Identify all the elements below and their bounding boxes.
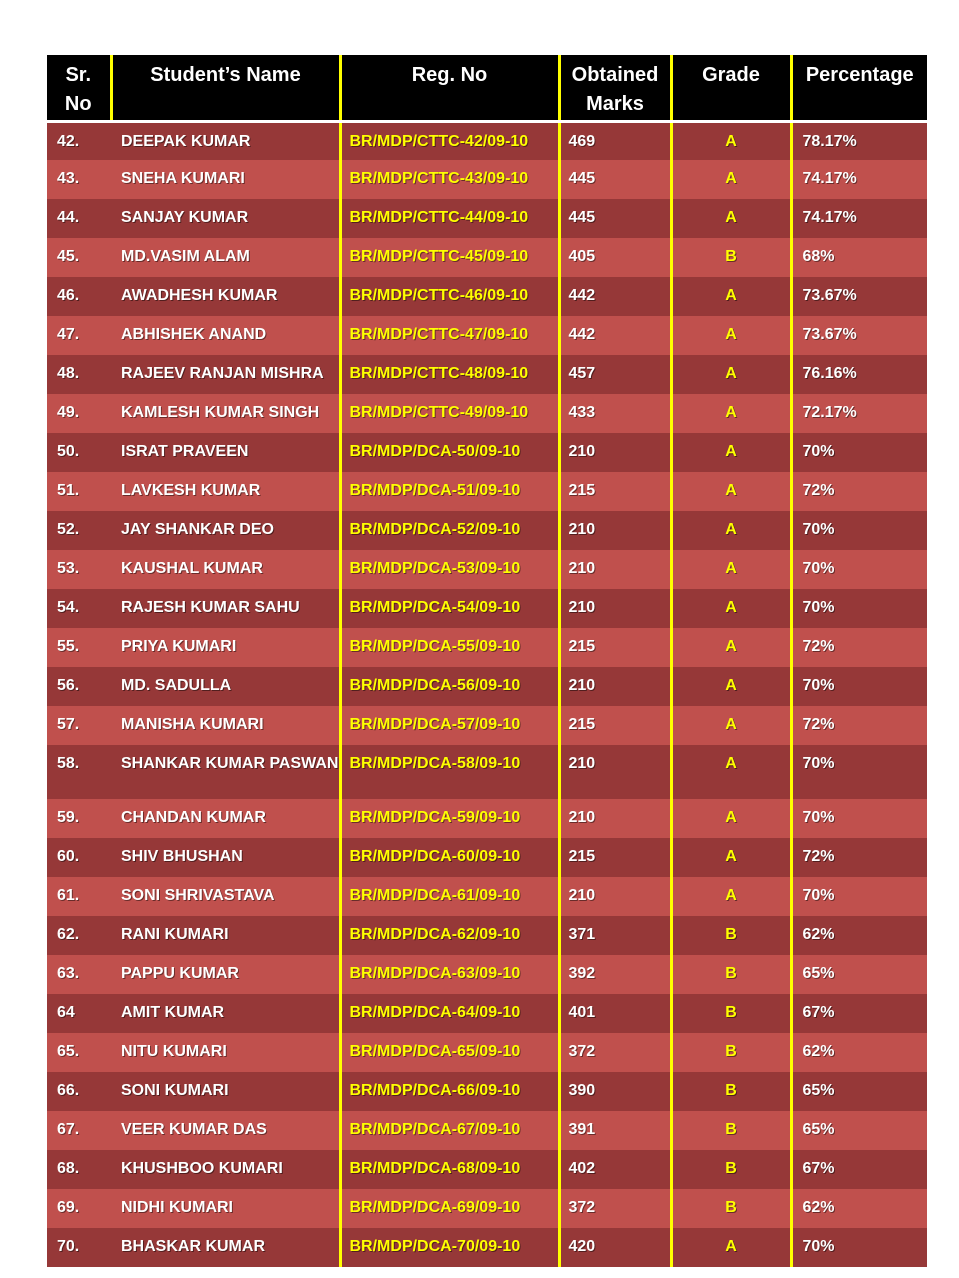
table-row bbox=[47, 994, 927, 1033]
student-name-cell: RANI KUMARI bbox=[111, 916, 340, 955]
grade-cell: B bbox=[671, 916, 791, 955]
grade-cell: A bbox=[671, 160, 791, 199]
obtained-marks-cell: 401 bbox=[559, 994, 671, 1033]
sr-no-cell: 59. bbox=[47, 799, 111, 838]
percentage-cell: 62% bbox=[791, 1189, 927, 1228]
percentage-cell: 70% bbox=[791, 877, 927, 916]
grade-cell: A bbox=[671, 511, 791, 550]
student-name-cell: PAPPU KUMAR bbox=[111, 955, 340, 994]
sr-no-cell: 70. bbox=[47, 1228, 111, 1267]
grade-cell: A bbox=[671, 550, 791, 589]
student-name-cell: KAMLESH KUMAR SINGH bbox=[111, 394, 340, 433]
reg-no-cell: BR/MDP/DCA-70/09-10 bbox=[340, 1228, 559, 1267]
grade-cell: A bbox=[671, 799, 791, 838]
grade-cell: A bbox=[671, 199, 791, 238]
percentage-cell: 65% bbox=[791, 1072, 927, 1111]
sr-no-cell: 54. bbox=[47, 589, 111, 628]
reg-no-cell: BR/MDP/DCA-67/09-10 bbox=[340, 1111, 559, 1150]
obtained-marks-cell: 402 bbox=[559, 1150, 671, 1189]
sr-no-cell: 57. bbox=[47, 706, 111, 745]
grade-cell: A bbox=[671, 121, 791, 160]
header-percentage: Percentage bbox=[791, 55, 927, 121]
student-name-cell: SHIV BHUSHAN bbox=[111, 838, 340, 877]
percentage-cell: 73.67% bbox=[791, 277, 927, 316]
reg-no-cell: BR/MDP/DCA-57/09-10 bbox=[340, 706, 559, 745]
grade-cell: A bbox=[671, 316, 791, 355]
reg-no-cell: BR/MDP/DCA-68/09-10 bbox=[340, 1150, 559, 1189]
sr-no-cell: 46. bbox=[47, 277, 111, 316]
obtained-marks-cell: 442 bbox=[559, 316, 671, 355]
grade-cell: A bbox=[671, 472, 791, 511]
percentage-cell: 62% bbox=[791, 1033, 927, 1072]
obtained-marks-cell: 215 bbox=[559, 706, 671, 745]
table-row bbox=[47, 199, 927, 238]
obtained-marks-cell: 215 bbox=[559, 628, 671, 667]
grade-cell: A bbox=[671, 706, 791, 745]
reg-no-cell: BR/MDP/DCA-62/09-10 bbox=[340, 916, 559, 955]
percentage-cell: 74.17% bbox=[791, 160, 927, 199]
table-row bbox=[47, 1189, 927, 1228]
percentage-cell: 72% bbox=[791, 706, 927, 745]
obtained-marks-cell: 215 bbox=[559, 838, 671, 877]
student-name-cell: BHASKAR KUMAR bbox=[111, 1228, 340, 1267]
obtained-marks-cell: 442 bbox=[559, 277, 671, 316]
student-name-cell: RAJEEV RANJAN MISHRA bbox=[111, 355, 340, 394]
table-row bbox=[47, 1228, 927, 1267]
header-row bbox=[47, 55, 927, 121]
sr-no-cell: 49. bbox=[47, 394, 111, 433]
student-name-cell: JAY SHANKAR DEO bbox=[111, 511, 340, 550]
student-name-cell: PRIYA KUMARI bbox=[111, 628, 340, 667]
reg-no-cell: BR/MDP/DCA-66/09-10 bbox=[340, 1072, 559, 1111]
grade-cell: A bbox=[671, 394, 791, 433]
reg-no-cell: BR/MDP/DCA-58/09-10 bbox=[340, 745, 559, 799]
obtained-marks-cell: 371 bbox=[559, 916, 671, 955]
grade-cell: B bbox=[671, 1189, 791, 1228]
reg-no-cell: BR/MDP/DCA-52/09-10 bbox=[340, 511, 559, 550]
table-row bbox=[47, 667, 927, 706]
obtained-marks-cell: 433 bbox=[559, 394, 671, 433]
table-body bbox=[47, 121, 927, 1267]
sr-no-cell: 42. bbox=[47, 121, 111, 160]
grade-cell: A bbox=[671, 1228, 791, 1267]
student-name-cell: DEEPAK KUMAR bbox=[111, 121, 340, 160]
student-name-cell: RAJESH KUMAR SAHU bbox=[111, 589, 340, 628]
grade-cell: A bbox=[671, 877, 791, 916]
grade-cell: A bbox=[671, 745, 791, 799]
header-student-name: Student’s Name bbox=[111, 55, 340, 121]
student-name-cell: KAUSHAL KUMAR bbox=[111, 550, 340, 589]
grade-cell: A bbox=[671, 589, 791, 628]
percentage-cell: 70% bbox=[791, 589, 927, 628]
student-name-cell: SNEHA KUMARI bbox=[111, 160, 340, 199]
sr-no-cell: 51. bbox=[47, 472, 111, 511]
percentage-cell: 65% bbox=[791, 955, 927, 994]
results-table bbox=[47, 55, 927, 1267]
obtained-marks-cell: 391 bbox=[559, 1111, 671, 1150]
percentage-cell: 72.17% bbox=[791, 394, 927, 433]
percentage-cell: 74.17% bbox=[791, 199, 927, 238]
student-name-cell: NIDHI KUMARI bbox=[111, 1189, 340, 1228]
obtained-marks-cell: 420 bbox=[559, 1228, 671, 1267]
obtained-marks-cell: 210 bbox=[559, 589, 671, 628]
sr-no-cell: 52. bbox=[47, 511, 111, 550]
student-name-cell: ISRAT PRAVEEN bbox=[111, 433, 340, 472]
table-row bbox=[47, 355, 927, 394]
reg-no-cell: BR/MDP/CTTC-44/09-10 bbox=[340, 199, 559, 238]
reg-no-cell: BR/MDP/DCA-61/09-10 bbox=[340, 877, 559, 916]
percentage-cell: 70% bbox=[791, 550, 927, 589]
reg-no-cell: BR/MDP/DCA-60/09-10 bbox=[340, 838, 559, 877]
percentage-cell: 78.17% bbox=[791, 121, 927, 160]
table-row bbox=[47, 316, 927, 355]
grade-cell: B bbox=[671, 1072, 791, 1111]
sr-no-cell: 62. bbox=[47, 916, 111, 955]
student-name-cell: ABHISHEK ANAND bbox=[111, 316, 340, 355]
table-row bbox=[47, 121, 927, 160]
student-name-cell: AMIT KUMAR bbox=[111, 994, 340, 1033]
obtained-marks-cell: 210 bbox=[559, 511, 671, 550]
reg-no-cell: BR/MDP/CTTC-48/09-10 bbox=[340, 355, 559, 394]
sr-no-cell: 66. bbox=[47, 1072, 111, 1111]
sr-no-cell: 58. bbox=[47, 745, 111, 799]
header-obtained-marks bbox=[559, 55, 671, 121]
grade-cell: B bbox=[671, 1111, 791, 1150]
sr-no-cell: 55. bbox=[47, 628, 111, 667]
reg-no-cell: BR/MDP/CTTC-49/09-10 bbox=[340, 394, 559, 433]
grade-cell: A bbox=[671, 667, 791, 706]
student-name-cell: CHANDAN KUMAR bbox=[111, 799, 340, 838]
table-row bbox=[47, 838, 927, 877]
header-grade: Grade bbox=[671, 55, 791, 121]
obtained-marks-cell: 445 bbox=[559, 199, 671, 238]
reg-no-cell: BR/MDP/DCA-69/09-10 bbox=[340, 1189, 559, 1228]
obtained-marks-cell: 210 bbox=[559, 745, 671, 799]
sr-no-cell: 64 bbox=[47, 994, 111, 1033]
table-row bbox=[47, 277, 927, 316]
reg-no-cell: BR/MDP/DCA-59/09-10 bbox=[340, 799, 559, 838]
reg-no-cell: BR/MDP/DCA-65/09-10 bbox=[340, 1033, 559, 1072]
sr-no-cell: 56. bbox=[47, 667, 111, 706]
grade-cell: A bbox=[671, 628, 791, 667]
percentage-cell: 72% bbox=[791, 628, 927, 667]
reg-no-cell: BR/MDP/DCA-51/09-10 bbox=[340, 472, 559, 511]
grade-cell: B bbox=[671, 1150, 791, 1189]
obtained-marks-cell: 372 bbox=[559, 1189, 671, 1228]
student-name-cell: SANJAY KUMAR bbox=[111, 199, 340, 238]
sr-no-cell: 67. bbox=[47, 1111, 111, 1150]
sr-no-cell: 47. bbox=[47, 316, 111, 355]
reg-no-cell: BR/MDP/DCA-63/09-10 bbox=[340, 955, 559, 994]
sr-no-cell: 68. bbox=[47, 1150, 111, 1189]
sr-no-cell: 53. bbox=[47, 550, 111, 589]
obtained-marks-cell: 210 bbox=[559, 799, 671, 838]
obtained-marks-cell: 405 bbox=[559, 238, 671, 277]
student-name-cell: SONI KUMARI bbox=[111, 1072, 340, 1111]
header-marks-line2: Marks bbox=[586, 93, 644, 115]
reg-no-cell: BR/MDP/CTTC-42/09-10 bbox=[340, 121, 559, 160]
table-row bbox=[47, 628, 927, 667]
table-row bbox=[47, 1072, 927, 1111]
grade-cell: B bbox=[671, 1033, 791, 1072]
table-row bbox=[47, 745, 927, 799]
obtained-marks-cell: 210 bbox=[559, 550, 671, 589]
reg-no-cell: BR/MDP/DCA-56/09-10 bbox=[340, 667, 559, 706]
obtained-marks-cell: 210 bbox=[559, 433, 671, 472]
table-row bbox=[47, 799, 927, 838]
header-marks-line1: Obtained bbox=[571, 64, 659, 86]
table-row bbox=[47, 160, 927, 199]
obtained-marks-cell: 469 bbox=[559, 121, 671, 160]
percentage-cell: 62% bbox=[791, 916, 927, 955]
table-row bbox=[47, 511, 927, 550]
table-row bbox=[47, 433, 927, 472]
table-row bbox=[47, 589, 927, 628]
percentage-cell: 70% bbox=[791, 745, 927, 799]
percentage-cell: 70% bbox=[791, 433, 927, 472]
reg-no-cell: BR/MDP/CTTC-47/09-10 bbox=[340, 316, 559, 355]
student-name-cell: MANISHA KUMARI bbox=[111, 706, 340, 745]
reg-no-cell: BR/MDP/DCA-64/09-10 bbox=[340, 994, 559, 1033]
table-row bbox=[47, 1111, 927, 1150]
reg-no-cell: BR/MDP/DCA-54/09-10 bbox=[340, 589, 559, 628]
reg-no-cell: BR/MDP/DCA-55/09-10 bbox=[340, 628, 559, 667]
obtained-marks-cell: 457 bbox=[559, 355, 671, 394]
obtained-marks-cell: 210 bbox=[559, 667, 671, 706]
reg-no-cell: BR/MDP/CTTC-43/09-10 bbox=[340, 160, 559, 199]
reg-no-cell: BR/MDP/CTTC-45/09-10 bbox=[340, 238, 559, 277]
percentage-cell: 70% bbox=[791, 511, 927, 550]
sr-no-cell: 69. bbox=[47, 1189, 111, 1228]
table-row bbox=[47, 955, 927, 994]
sr-no-cell: 61. bbox=[47, 877, 111, 916]
student-name-cell: KHUSHBOO KUMARI bbox=[111, 1150, 340, 1189]
student-name-cell: NITU KUMARI bbox=[111, 1033, 340, 1072]
grade-cell: A bbox=[671, 838, 791, 877]
sr-no-cell: 44. bbox=[47, 199, 111, 238]
grade-cell: A bbox=[671, 277, 791, 316]
table-row bbox=[47, 472, 927, 511]
sr-no-cell: 60. bbox=[47, 838, 111, 877]
percentage-cell: 67% bbox=[791, 1150, 927, 1189]
grade-cell: B bbox=[671, 238, 791, 277]
table-row bbox=[47, 877, 927, 916]
percentage-cell: 72% bbox=[791, 838, 927, 877]
grade-cell: A bbox=[671, 433, 791, 472]
sr-no-cell: 65. bbox=[47, 1033, 111, 1072]
sr-no-cell: 45. bbox=[47, 238, 111, 277]
sr-no-cell: 43. bbox=[47, 160, 111, 199]
table-row bbox=[47, 706, 927, 745]
student-name-cell: SHANKAR KUMAR PASWAN bbox=[111, 745, 340, 799]
student-name-cell: MD. SADULLA bbox=[111, 667, 340, 706]
header-sr-no bbox=[47, 55, 111, 121]
table-row bbox=[47, 1033, 927, 1072]
percentage-cell: 65% bbox=[791, 1111, 927, 1150]
table-row bbox=[47, 1150, 927, 1189]
obtained-marks-cell: 445 bbox=[559, 160, 671, 199]
obtained-marks-cell: 210 bbox=[559, 877, 671, 916]
obtained-marks-cell: 215 bbox=[559, 472, 671, 511]
reg-no-cell: BR/MDP/DCA-53/09-10 bbox=[340, 550, 559, 589]
table-row bbox=[47, 394, 927, 433]
sr-no-cell: 48. bbox=[47, 355, 111, 394]
grade-cell: A bbox=[671, 355, 791, 394]
student-name-cell: AWADHESH KUMAR bbox=[111, 277, 340, 316]
percentage-cell: 70% bbox=[791, 1228, 927, 1267]
table-row bbox=[47, 916, 927, 955]
reg-no-cell: BR/MDP/DCA-50/09-10 bbox=[340, 433, 559, 472]
table-row bbox=[47, 550, 927, 589]
percentage-cell: 70% bbox=[791, 799, 927, 838]
percentage-cell: 70% bbox=[791, 667, 927, 706]
sr-no-cell: 63. bbox=[47, 955, 111, 994]
sr-no-cell: 50. bbox=[47, 433, 111, 472]
obtained-marks-cell: 390 bbox=[559, 1072, 671, 1111]
percentage-cell: 68% bbox=[791, 238, 927, 277]
student-name-cell: VEER KUMAR DAS bbox=[111, 1111, 340, 1150]
header-reg-no: Reg. No bbox=[340, 55, 559, 121]
percentage-cell: 67% bbox=[791, 994, 927, 1033]
percentage-cell: 72% bbox=[791, 472, 927, 511]
grade-cell: B bbox=[671, 955, 791, 994]
header-sr-no-line1: Sr. bbox=[65, 64, 92, 86]
table-row bbox=[47, 238, 927, 277]
obtained-marks-cell: 392 bbox=[559, 955, 671, 994]
header-sr-no-line2: No bbox=[64, 93, 92, 115]
percentage-cell: 76.16% bbox=[791, 355, 927, 394]
obtained-marks-cell: 372 bbox=[559, 1033, 671, 1072]
student-name-cell: MD.VASIM ALAM bbox=[111, 238, 340, 277]
reg-no-cell: BR/MDP/CTTC-46/09-10 bbox=[340, 277, 559, 316]
grade-cell: B bbox=[671, 994, 791, 1033]
student-name-cell: LAVKESH KUMAR bbox=[111, 472, 340, 511]
student-name-cell: SONI SHRIVASTAVA bbox=[111, 877, 340, 916]
percentage-cell: 73.67% bbox=[791, 316, 927, 355]
